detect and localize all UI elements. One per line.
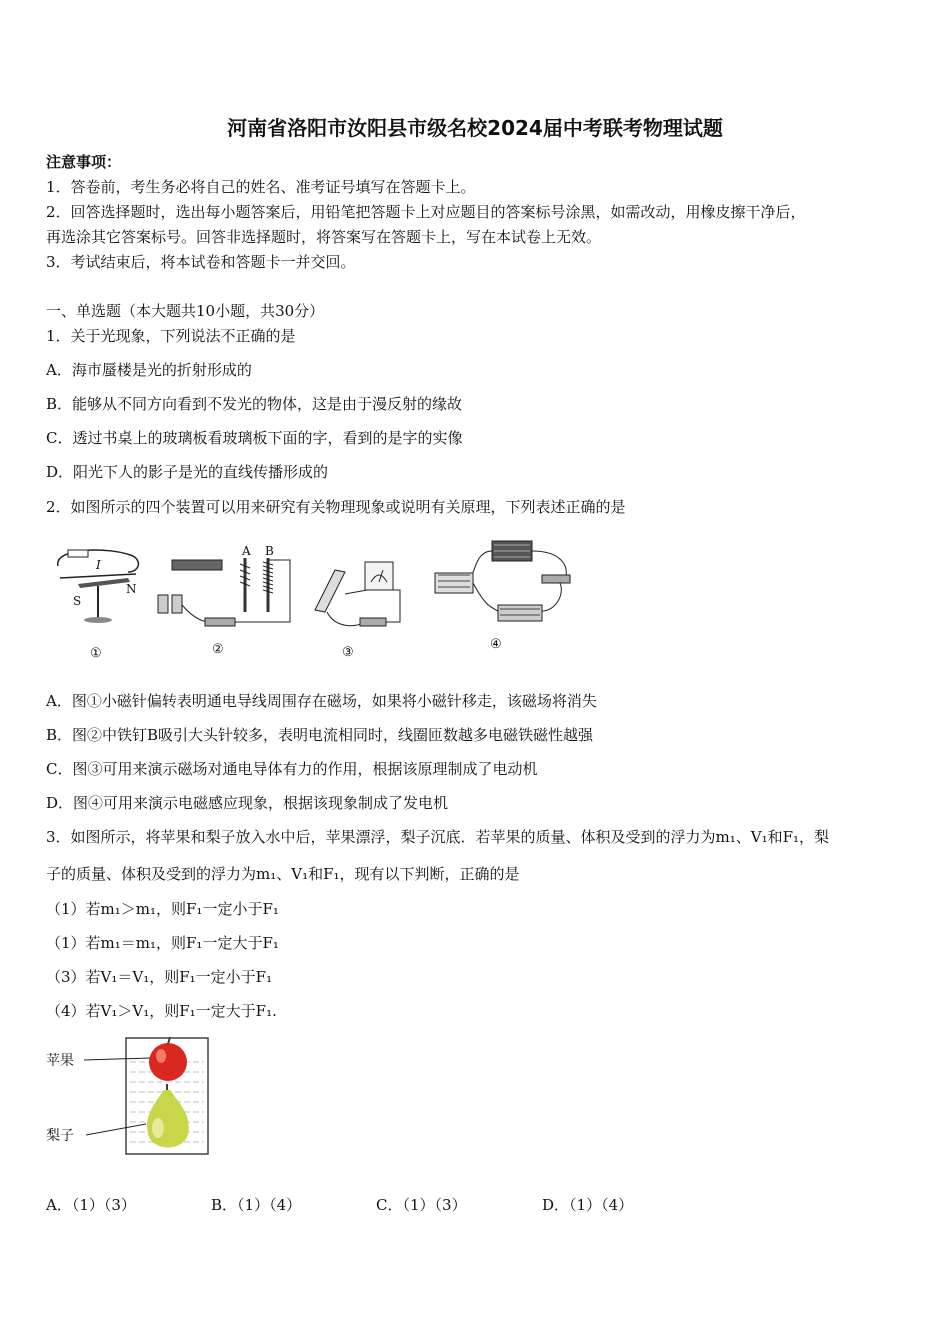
question-3-stem: 3．如图所示，将苹果和梨子放入水中后，苹果漂浮，梨子沉底．若苹果的质量、体积及受到的浮力为m₁、V₁和F₁，梨 <box>46 828 830 846</box>
figure-label-1: ① <box>90 646 102 661</box>
label-apple: 苹果 <box>46 1053 74 1069</box>
q3-item-1: （1）若m₁＞m₁，则F₁一定小于F₁ <box>46 900 279 918</box>
section-heading: 一、单选题（本大题共10小题，共30分） <box>46 302 325 320</box>
q3-item-4: （4）若V₁＞V₁，则F₁一定大于F₁. <box>46 1002 277 1020</box>
question-1-stem: 1．关于光现象，下列说法不正确的是 <box>46 327 296 345</box>
fig1-label-i: I <box>96 558 101 572</box>
figure-3-induction <box>305 550 405 635</box>
q3-answer-d: D．（1）（4） <box>542 1196 634 1214</box>
fig2-label-a: A <box>242 544 251 558</box>
q2-option-d: D．图④可用来演示电磁感应现象，根据该现象制成了发电机 <box>46 794 449 812</box>
figure-label-4: ④ <box>490 637 502 652</box>
figure-label-2: ② <box>212 642 224 657</box>
q2-option-b: B．图②中铁钉B吸引大头针较多，表明电流相同时，线圈匝数越多电磁铁磁性越强 <box>46 726 594 744</box>
apple-shape <box>149 1043 187 1081</box>
fig1-label-s: S <box>73 594 82 608</box>
fig1-label-n: N <box>126 582 137 596</box>
note-item: 1．答卷前，考生务必将自己的姓名、准考证号填写在答题卡上。 <box>46 178 476 196</box>
q1-option-b: B．能够从不同方向看到不发光的物体，这是由于漫反射的缘故 <box>46 395 463 413</box>
q2-option-c: C．图③可用来演示磁场对通电导体有力的作用，根据该原理制成了电动机 <box>46 760 538 778</box>
question-3-stem-cont: 子的质量、体积及受到的浮力为m₁、V₁和F₁，现有以下判断，正确的是 <box>46 865 520 883</box>
notes-heading: 注意事项： <box>46 153 122 171</box>
q1-option-c: C．透过书桌上的玻璃板看玻璃板下面的字，看到的是字的实像 <box>46 429 463 447</box>
note-item: 3．考试结束后，将本试卷和答题卡一并交回。 <box>46 253 356 271</box>
q1-option-a: A．海市蜃楼是光的折射形成的 <box>46 361 252 379</box>
label-pear: 梨子 <box>46 1128 74 1144</box>
q3-answer-c: C．（1）（3） <box>376 1196 467 1214</box>
note-item: 再选涂其它答案标号。回答非选择题时，将答案写在答题卡上，写在本试卷上无效。 <box>46 228 602 246</box>
figure-fruit-in-water <box>46 1032 216 1160</box>
figure-1-oersted <box>48 538 148 628</box>
question-2-stem: 2．如图所示的四个装置可以用来研究有关物理现象或说明有关原理，下列表述正确的是 <box>46 498 626 516</box>
page-title: 河南省洛阳市汝阳县市级名校2024届中考联考物理试题 <box>227 116 723 140</box>
q3-answer-b: B．（1）（4） <box>211 1196 302 1214</box>
q1-option-d: D．阳光下人的影子是光的直线传播形成的 <box>46 463 329 481</box>
q3-item-3: （3）若V₁＝V₁，则F₁一定小于F₁ <box>46 968 273 986</box>
q3-item-2: （1）若m₁＝m₁，则F₁一定大于F₁ <box>46 934 279 952</box>
figure-2-electromagnets <box>150 544 295 635</box>
note-item: 2．回答选择题时，选出每小题答案后，用铅笔把答题卡上对应题目的答案标号涂黑，如需改动，用橡皮擦干净后， <box>46 203 806 221</box>
q3-answer-a: A．（1）（3） <box>46 1196 136 1214</box>
fig2-label-b: B <box>265 544 274 558</box>
figure-4-motor <box>430 535 580 635</box>
figure-label-3: ③ <box>342 645 354 660</box>
q2-option-a: A．图①小磁针偏转表明通电导线周围存在磁场，如果将小磁针移走，该磁场将消失 <box>46 692 597 710</box>
